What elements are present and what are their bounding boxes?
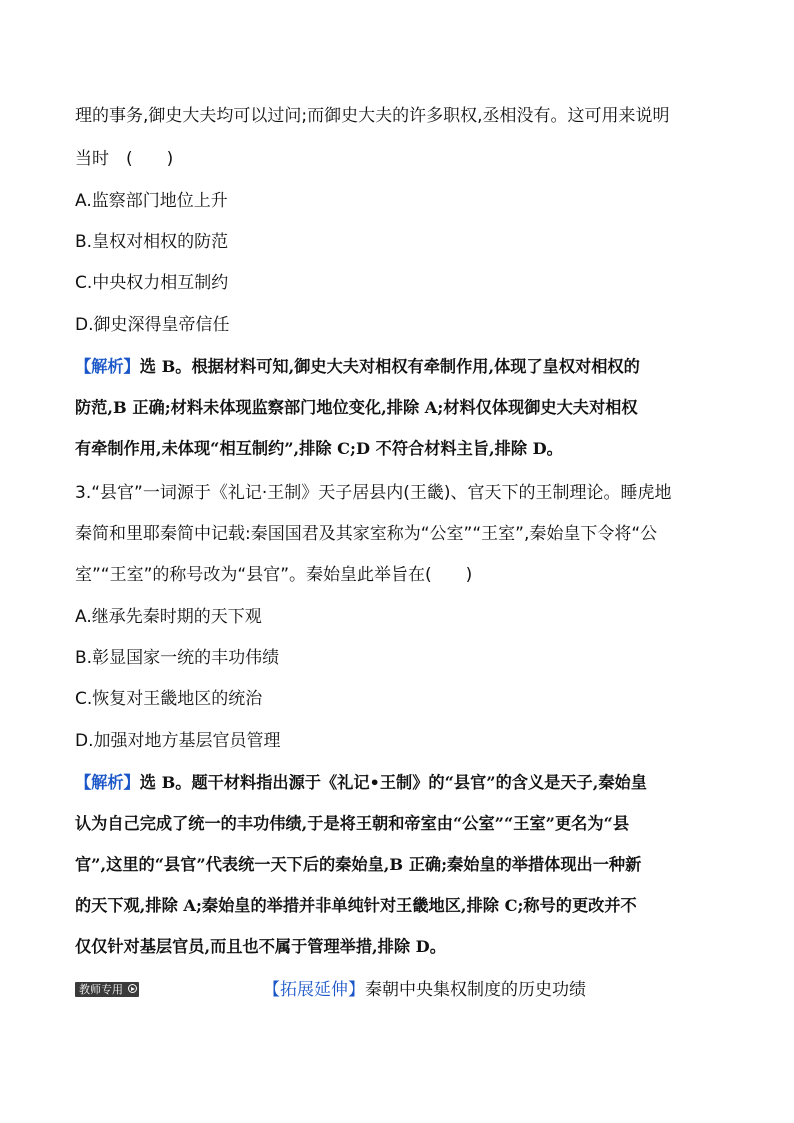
q3-analysis-tag: 【解析】 xyxy=(75,773,140,792)
extension-bracket-label: 【拓展延伸】 xyxy=(263,980,365,1000)
q3-analysis-line-2: 认为自己完成了统一的丰功伟绩,于是将王朝和帝室由“公室”“王室”更名为“县 xyxy=(75,814,630,833)
q2-stem-line-1: 理的事务,御史大夫均可以过问;而御史大夫的许多职权,丞相没有。这可用来说明 xyxy=(75,106,670,126)
q3-stem-line-2: 秦简和里耶秦简中记载:秦国国君及其家室称为“公室”“王室”,秦始皇下令将“公 xyxy=(75,524,658,544)
q3-analysis-line-4: 的天下观,排除 A;秦始皇的举措并非单纯针对王畿地区,排除 C;称号的更改并不 xyxy=(75,896,637,915)
q2-option-b: B.皇权对相权的防范 xyxy=(75,232,229,252)
q3-analysis-line-3: 官”,这里的“县官”代表统一天下后的秦始皇,B 正确;秦始皇的举措体现出一种新 xyxy=(75,855,642,874)
q2-analysis-line-1: 【解析】选 B。根据材料可知,御史大夫对相权有牵制作用,体现了皇权对相权的 xyxy=(75,357,640,376)
q3-stem-line-3: 室”“王室”的称号改为“县官”。秦始皇此举旨在( ) xyxy=(75,565,473,585)
q2-option-a: A.监察部门地位上升 xyxy=(75,191,228,211)
extension-heading xyxy=(263,978,586,1002)
q3-option-c: C.恢复对王畿地区的统治 xyxy=(75,689,263,709)
q3-option-a: A.继承先秦时期的天下观 xyxy=(75,607,262,627)
q3-analysis-line-5: 仅仅针对基层官员,而且也不属于管理举措,排除 D。 xyxy=(75,937,446,956)
q3-stem-line-1: 3.“县官”一词源于《礼记·王制》天子居县内(王畿)、官天下的王制理论。睡虎地 xyxy=(75,483,672,503)
q2-analysis-tag: 【解析】 xyxy=(75,357,140,376)
teacher-only-badge: 教师专用 xyxy=(75,982,139,997)
play-circle-icon xyxy=(128,984,137,993)
q2-analysis-line-2: 防范,B 正确;材料未体现监察部门地位变化,排除 A;材料仅体现御史大夫对相权 xyxy=(75,398,638,417)
q2-analysis-line-3: 有牵制作用,未体现“相互制约”,排除 C;D 不符合材料主旨,排除 D。 xyxy=(75,439,563,458)
q3-analysis-line-1: 【解析】选 B。题干材料指出源于《礼记•王制》的“县官”的含义是天子,秦始皇 xyxy=(75,773,647,792)
extension-title: 秦朝中央集权制度的历史功绩 xyxy=(365,980,586,1000)
q3-option-b: B.彰显国家一统的丰功伟绩 xyxy=(75,648,280,668)
q3-option-d: D.加强对地方基层官员管理 xyxy=(75,731,281,751)
q2-option-d: D.御史深得皇帝信任 xyxy=(75,315,230,335)
q2-option-c: C.中央权力相互制约 xyxy=(75,273,229,293)
q2-stem-line-2: 当时 ( ) xyxy=(75,149,174,169)
